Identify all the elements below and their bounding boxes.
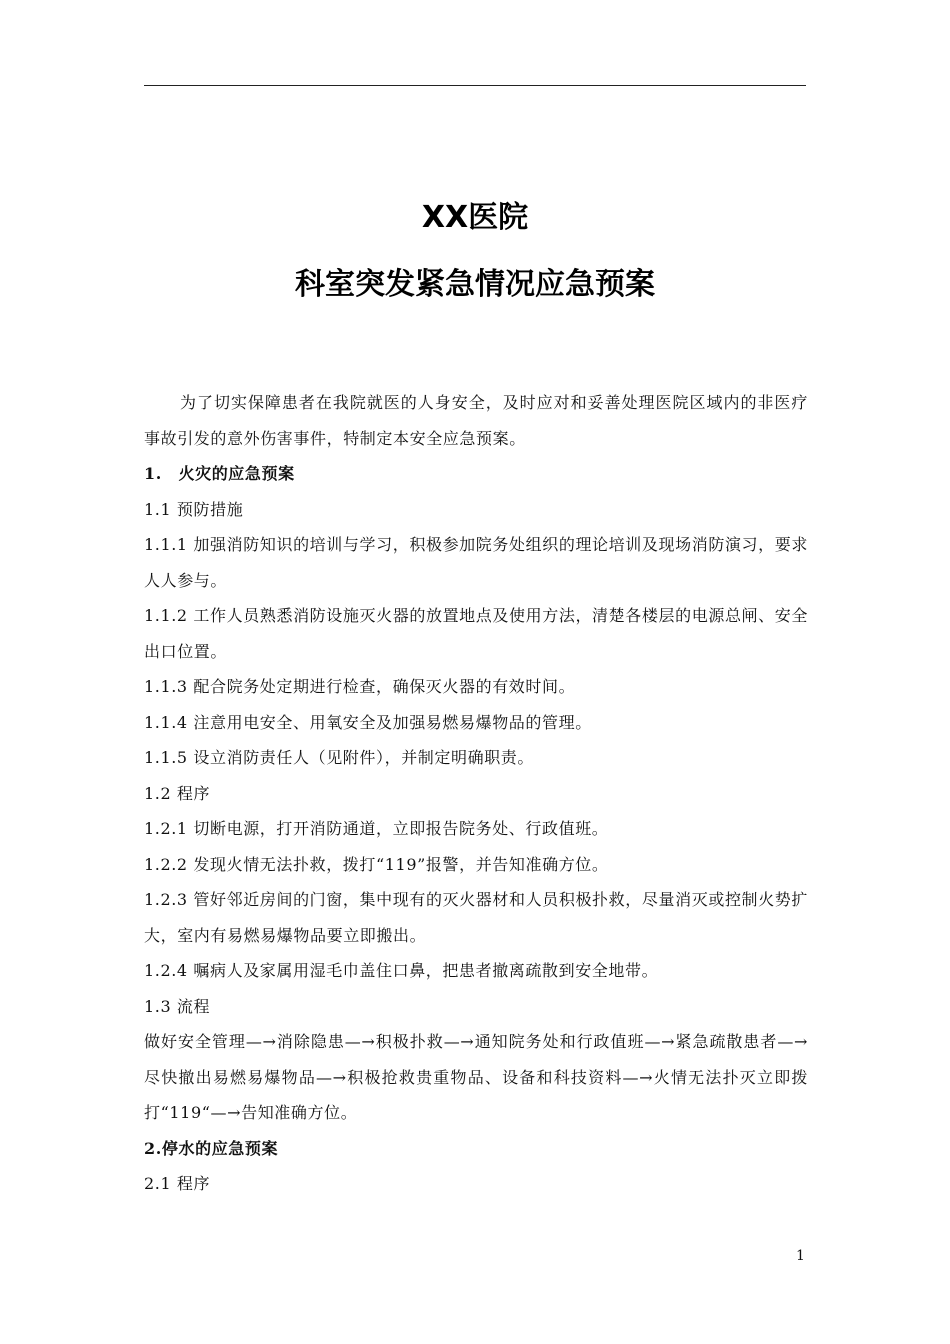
subheading-prevention: 1.1 预防措施 (144, 499, 244, 519)
paragraph-1-1-2: 1.1.2 工作人员熟悉消防设施灭火器的放置地点及使用方法，清楚各楼层的电源总闸、安全出口位置。 (144, 606, 808, 661)
paragraph-1-2-2: 1.2.2 发现火情无法扑救，拨打“119”报警，并告知准确方位。 (144, 854, 609, 874)
document-title-plan: 科室突发紧急情况应急预案 (295, 267, 655, 302)
paragraph-1-1-1: 1.1.1 加强消防知识的培训与学习，积极参加院务处组织的理论培训及现场消防演习，要求人人参与。 (144, 535, 808, 590)
section-heading-water-outage: 2.停水的应急预案 (144, 1138, 279, 1158)
intro-paragraph: 为了切实保障患者在我院就医的人身安全，及时应对和妥善处理医院区域内的非医疗事故引发的意外伤害事件，特制定本安全应急预案。 (144, 393, 808, 448)
document-body (144, 385, 808, 1202)
paragraph-1-1-3: 1.1.3 配合院务处定期进行检查，确保灭火器的有效时间。 (144, 677, 576, 696)
flow-paragraph: 做好安全管理—→消除隐患—→积极扑救—→通知院务处和行政值班—→紧急疏散患者—→尽快撤出易燃易爆物品—→积极抢救贵重物品、设备和科技资料—→火情无法扑灭立即拨打“119“—→告知准确方位。 (144, 1032, 808, 1122)
paragraph-1-2-3: 1.2.3 管好邻近房间的门窗，集中现有的灭火器材和人员积极扑救，尽量消灭或控制火势扩大，室内有易燃易爆物品要立即搬出。 (144, 890, 808, 945)
document-title-hospital: XX医院 (421, 200, 529, 235)
paragraph-1-2-1: 1.2.1 切断电源，打开消防通道，立即报告院务处、行政值班。 (144, 819, 609, 838)
header-rule (144, 85, 806, 86)
subheading-flow: 1.3 流程 (144, 996, 211, 1016)
paragraph-1-1-5: 1.1.5 设立消防责任人（见附件），并制定明确职责。 (144, 748, 534, 767)
section-heading-fire: 1. 火灾的应急预案 (144, 464, 295, 483)
page-number: 1 (796, 1248, 805, 1264)
subheading-procedure: 1.2 程序 (144, 783, 211, 803)
subheading-water-procedure: 2.1 程序 (144, 1174, 211, 1193)
paragraph-1-2-4: 1.2.4 嘱病人及家属用湿毛巾盖住口鼻，把患者撤离疏散到安全地带。 (144, 961, 659, 980)
paragraph-1-1-4: 1.1.4 注意用电安全、用氧安全及加强易燃易爆物品的管理。 (144, 712, 592, 732)
